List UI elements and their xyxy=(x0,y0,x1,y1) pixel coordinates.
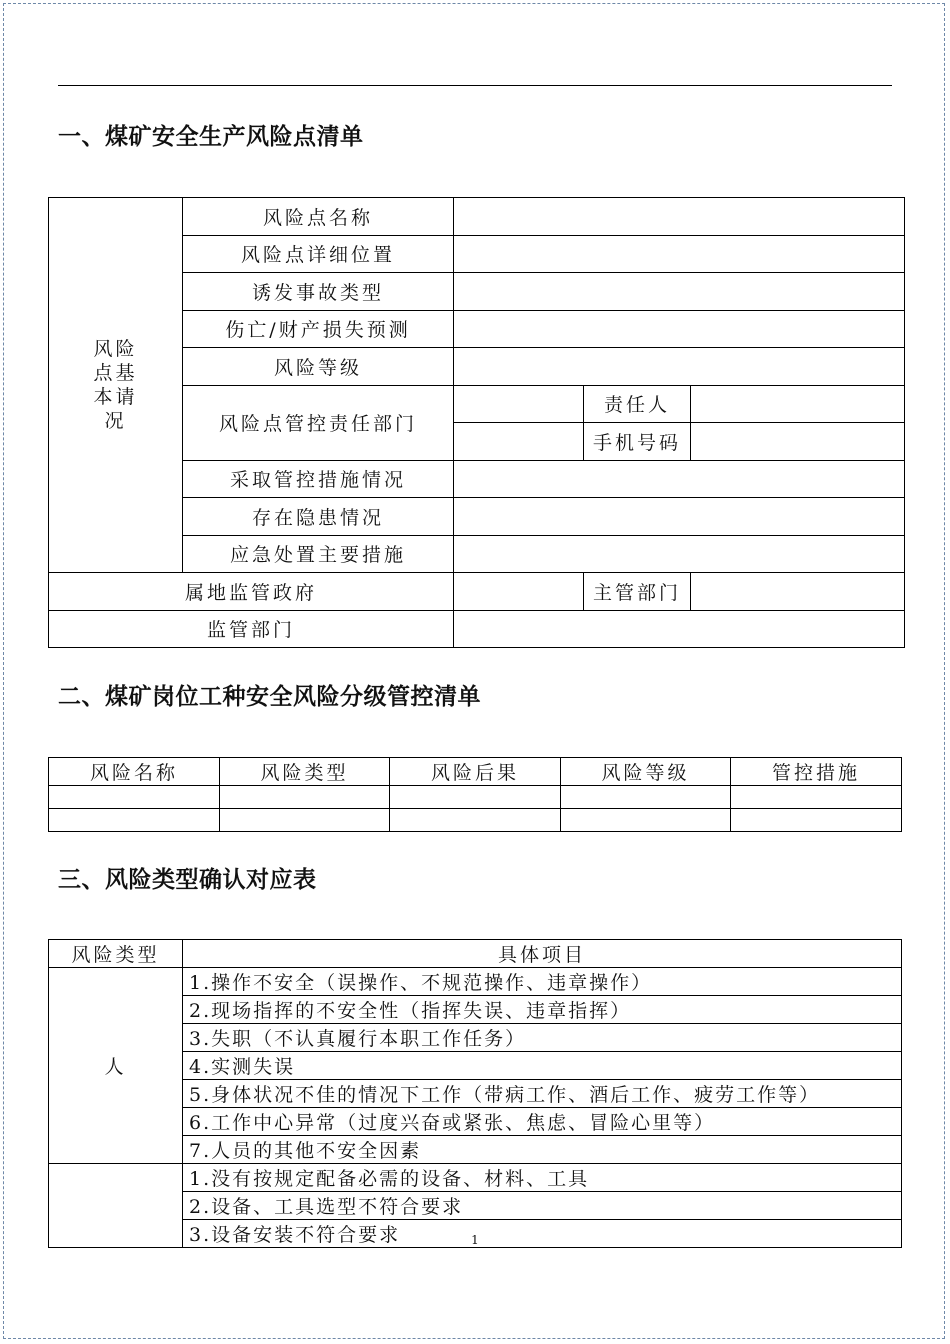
risk-type-person: 人 xyxy=(49,968,183,1164)
row-label-supervision-dept: 监管部门 xyxy=(49,610,454,648)
value-cell[interactable] xyxy=(561,809,731,832)
list-item: 4.实测失误 xyxy=(183,1052,902,1080)
value-cell[interactable] xyxy=(454,235,905,273)
column-header: 管控措施 xyxy=(731,758,902,786)
section1-heading: 一、煤矿安全生产风险点清单 xyxy=(58,124,364,150)
list-item: 1.没有按规定配备必需的设备、材料、工具 xyxy=(183,1164,902,1192)
row-label-measures: 采取管控措施情况 xyxy=(183,460,454,498)
value-cell[interactable] xyxy=(731,786,902,809)
table-header-row xyxy=(49,758,902,786)
column-header: 具体项目 xyxy=(183,940,902,968)
responsible-label: 责任人 xyxy=(584,385,691,423)
value-cell[interactable] xyxy=(454,385,584,423)
value-cell[interactable] xyxy=(454,310,905,348)
page-number: 1 xyxy=(471,1233,479,1247)
section2-heading: 二、煤矿岗位工种安全风险分级管控清单 xyxy=(58,684,481,710)
row-label-location: 风险点详细位置 xyxy=(183,235,454,273)
list-item: 6.工作中心异常（过度兴奋或紧张、焦虑、冒险心里等） xyxy=(183,1108,902,1136)
competent-dept-label: 主管部门 xyxy=(584,573,691,611)
value-cell[interactable] xyxy=(454,610,905,648)
value-cell[interactable] xyxy=(731,809,902,832)
value-cell[interactable] xyxy=(454,460,905,498)
value-cell[interactable] xyxy=(454,573,584,611)
table-row xyxy=(49,968,902,996)
list-item: 2.设备、工具选型不符合要求 xyxy=(183,1192,902,1220)
value-cell[interactable] xyxy=(561,786,731,809)
table-row xyxy=(49,1164,902,1192)
row-label-loss-forecast: 伤亡/财产损失预测 xyxy=(183,310,454,348)
header-rule xyxy=(58,85,892,86)
table-row xyxy=(49,198,905,236)
column-header: 风险名称 xyxy=(49,758,220,786)
table-row xyxy=(49,786,902,809)
value-cell[interactable] xyxy=(454,498,905,536)
column-header: 风险等级 xyxy=(561,758,731,786)
column-header: 风险类型 xyxy=(49,940,183,968)
phone-label: 手机号码 xyxy=(584,423,691,461)
table-row xyxy=(49,573,905,611)
value-cell[interactable] xyxy=(691,573,905,611)
row-label-dept: 风险点管控责任部门 xyxy=(183,385,454,460)
list-item: 3.设备安装不符合要求 xyxy=(183,1220,902,1248)
value-cell[interactable] xyxy=(220,809,390,832)
value-cell[interactable] xyxy=(454,348,905,386)
row-label-local-gov: 属地监管政府 xyxy=(49,573,454,611)
value-cell[interactable] xyxy=(49,786,220,809)
list-item: 5.身体状况不佳的情况下工作（带病工作、酒后工作、疲劳工作等） xyxy=(183,1080,902,1108)
value-cell[interactable] xyxy=(390,809,561,832)
basic-info-label: 风险 点基 本请 况 xyxy=(49,198,183,573)
list-item: 7.人员的其他不安全因素 xyxy=(183,1136,902,1164)
value-cell[interactable] xyxy=(454,273,905,311)
value-cell[interactable] xyxy=(454,423,584,461)
list-item: 1.操作不安全（误操作、不规范操作、违章操作） xyxy=(183,968,902,996)
risk-type-table xyxy=(48,939,902,1248)
list-item: 3.失职（不认真履行本职工作任务） xyxy=(183,1024,902,1052)
row-label-emergency: 应急处置主要措施 xyxy=(183,535,454,573)
value-cell[interactable] xyxy=(691,385,905,423)
value-cell[interactable] xyxy=(454,535,905,573)
row-label-name: 风险点名称 xyxy=(183,198,454,236)
section3-heading: 三、风险类型确认对应表 xyxy=(58,867,317,893)
column-header: 风险后果 xyxy=(390,758,561,786)
value-cell[interactable] xyxy=(390,786,561,809)
list-item: 2.现场指挥的不安全性（指挥失误、违章指挥） xyxy=(183,996,902,1024)
value-cell[interactable] xyxy=(454,198,905,236)
risk-point-table xyxy=(48,197,905,648)
row-label-risk-level: 风险等级 xyxy=(183,348,454,386)
post-risk-table xyxy=(48,757,902,832)
row-label-accident-type: 诱发事故类型 xyxy=(183,273,454,311)
table-row xyxy=(49,610,905,648)
row-label-hazards: 存在隐患情况 xyxy=(183,498,454,536)
value-cell[interactable] xyxy=(49,809,220,832)
value-cell[interactable] xyxy=(691,423,905,461)
table-row xyxy=(49,809,902,832)
column-header: 风险类型 xyxy=(220,758,390,786)
table-header-row xyxy=(49,940,902,968)
value-cell[interactable] xyxy=(220,786,390,809)
